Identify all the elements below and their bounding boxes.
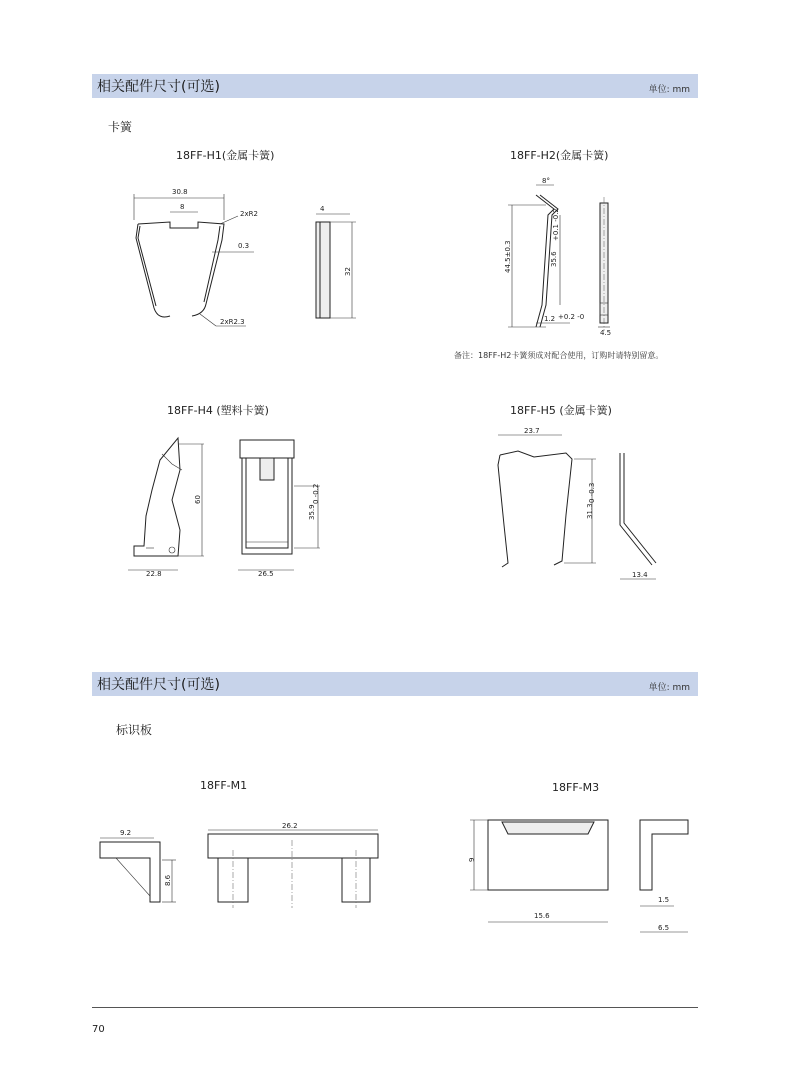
footer-rule	[92, 1007, 698, 1008]
m1-title: 18FF-M1	[200, 779, 248, 792]
page-number: 70	[92, 1024, 105, 1035]
h2-drawing	[498, 175, 638, 340]
section-title: 相关配件尺寸(可选)	[97, 677, 220, 693]
m1-drawing	[96, 820, 396, 915]
dim-h1-d: 4	[320, 205, 325, 213]
h1-drawing	[120, 180, 370, 340]
dim-h4-w2: 26.5	[258, 570, 274, 578]
dim-h1-a: 8	[180, 203, 185, 211]
h4-title: 18FF-H4 (塑料卡簧)	[167, 404, 269, 417]
dim-m1-a: 9.2	[120, 829, 132, 837]
m3-drawing	[462, 812, 702, 942]
dim-h5-w: 23.7	[524, 427, 540, 435]
dim-m3-t: 1.5	[658, 896, 670, 904]
dim-h5-tol: 0 -0.3	[588, 482, 596, 503]
dim-h4-w: 22.8	[146, 570, 162, 578]
dim-m3-h: 9	[468, 857, 476, 862]
h5-drawing	[484, 425, 664, 585]
m3-title: 18FF-M3	[552, 781, 600, 794]
dim-h2-btol: +0.2 -0	[558, 313, 585, 321]
dim-h1-h: 32	[344, 267, 352, 276]
h1-title: 18FF-H1(金属卡簧)	[176, 149, 275, 162]
h5-title: 18FF-H5 (金属卡簧)	[510, 404, 612, 417]
dim-h1-r1: 2xR2	[240, 210, 258, 218]
section-header-2	[92, 672, 698, 696]
dim-h1-t: 0.3	[238, 242, 250, 250]
dim-h4-tol: 0 -0.2	[312, 483, 320, 504]
unit-label: 单位: mm	[648, 85, 690, 95]
dim-m3-d: 6.5	[658, 924, 670, 932]
plates-heading: 标识板	[116, 723, 153, 737]
section-header-1	[92, 74, 698, 98]
h2-title: 18FF-H2(金属卡簧)	[510, 149, 609, 162]
dim-h4-h: 60	[194, 495, 202, 504]
dim-m1-b: 8.6	[164, 874, 172, 886]
h2-note: 备注：18FF-H2卡簧须成对配合使用，订购时请特别留意。	[454, 351, 664, 360]
clips-heading: 卡簧	[108, 120, 133, 134]
dim-h2-b: 1.2	[544, 315, 556, 323]
dim-h2-h: 44.5±0.3	[504, 240, 512, 273]
h4-drawing	[122, 430, 332, 580]
unit-label: 单位: mm	[648, 683, 690, 693]
dim-m3-w: 15.6	[534, 912, 550, 920]
dim-h2-h2: 35.6	[550, 251, 558, 267]
dim-h5-d: 13.4	[632, 571, 648, 579]
dim-h5-h: 31.3	[586, 503, 594, 519]
dim-h2-tol: +0.1 -0.2	[552, 208, 560, 241]
dim-h1-r2: 2xR2.3	[220, 318, 245, 326]
dim-h2-ang: 8°	[542, 177, 550, 185]
dim-h1-w: 30.8	[172, 188, 188, 196]
dim-h4-h2: 35.9	[308, 504, 316, 520]
dim-h2-w: 4.5	[600, 329, 612, 337]
dim-m1-w: 26.2	[282, 822, 298, 830]
section-title: 相关配件尺寸(可选)	[97, 79, 220, 95]
